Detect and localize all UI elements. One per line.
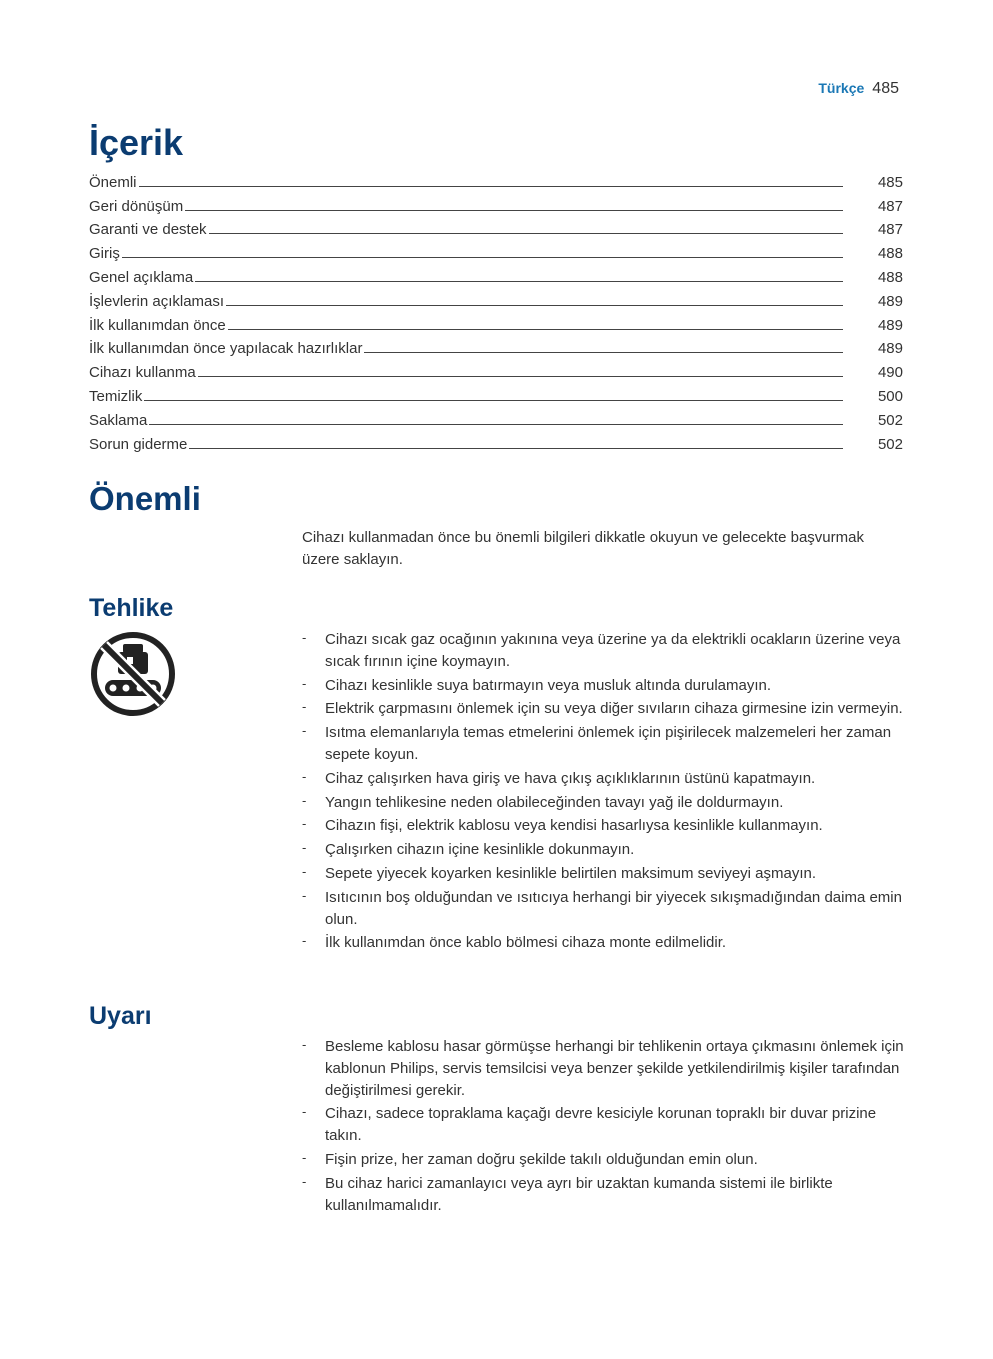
page-number: 485 xyxy=(872,80,899,97)
warning-list-item: - Cihazı, sadece topraklama kaçağı devre kesiciyle korunan topraklı bir duvar prizine takın. xyxy=(302,1103,904,1147)
danger-list-item: - Elektrik çarpmasını önlemek için su veya diğer sıvıların cihaza girmesine izin vermeyin. xyxy=(302,698,904,720)
toc-entry[interactable] xyxy=(89,286,903,310)
toc-leader-line xyxy=(209,233,843,234)
important-intro: Cihazı kullanmadan önce bu önemli bilgileri dikkatle okuyun ve gelecekte başvurmak üzere saklayın. xyxy=(302,529,864,568)
toc-leader-line xyxy=(144,400,843,401)
toc-entry-label: İlk kullanımdan önce yapılacak hazırlıklar xyxy=(89,340,363,358)
toc-entry-label: Cihazı kullanma xyxy=(89,364,196,382)
warning-list-item: - Bu cihaz harici zamanlayıcı veya ayrı bir uzaktan kumanda sistemi ile birlikte kullanılmamalıdır. xyxy=(302,1173,904,1217)
section-title-warning: Uyarı xyxy=(89,1002,152,1030)
toc-entry-label: Önemli xyxy=(89,173,137,191)
toc-entry-label: Giriş xyxy=(89,245,120,263)
toc-entry-label: Saklama xyxy=(89,411,148,429)
toc-leader-line xyxy=(185,210,843,211)
toc-leader-line xyxy=(189,448,843,449)
danger-list-item: - Sepete yiyecek koyarken kesinlikle belirtilen maksimum seviyeyi aşmayın. xyxy=(302,863,904,885)
toc-entry-page: 489 xyxy=(877,316,903,334)
toc-leader-line xyxy=(198,376,843,377)
section-title-important: Önemli xyxy=(89,480,201,517)
toc-entry-label: Sorun giderme xyxy=(89,435,188,453)
toc-leader-line xyxy=(122,257,843,258)
danger-list-item: - Cihazı kesinlikle suya batırmayın veya musluk altında durulamayın. xyxy=(302,675,904,697)
toc-entry-page: 489 xyxy=(877,340,903,358)
toc-entry[interactable] xyxy=(89,238,903,262)
danger-list-item: - Cihazın fişi, elektrik kablosu veya kendisi hasarlıysa kesinlikle kullanmayın. xyxy=(302,815,904,837)
danger-list-item: - İlk kullanımdan önce kablo bölmesi cihaza monte edilmelidir. xyxy=(302,932,904,954)
toc-entry-page: 488 xyxy=(877,245,903,263)
toc-entry[interactable] xyxy=(89,357,903,381)
toc-entry[interactable] xyxy=(89,215,903,239)
section-title-danger: Tehlike xyxy=(89,594,174,622)
warning-list-item: - Fişin prize, her zaman doğru şekilde takılı olduğundan emin olun. xyxy=(302,1149,904,1171)
warning-list xyxy=(302,1036,904,1218)
toc-entry-page: 500 xyxy=(877,387,903,405)
toc-entry[interactable] xyxy=(89,262,903,286)
toc-entry[interactable] xyxy=(89,167,903,191)
toc-entry-page: 502 xyxy=(877,411,903,429)
toc-entry-page: 489 xyxy=(877,292,903,310)
toc-entry[interactable] xyxy=(89,429,903,453)
toc-entry-label: Genel açıklama xyxy=(89,268,194,286)
toc-leader-line xyxy=(195,281,843,282)
toc-entry-label: İlk kullanımdan önce xyxy=(89,316,226,334)
danger-list-item: - Yangın tehlikesine neden olabileceğinden tavayı yağ ile doldurmayın. xyxy=(302,792,904,814)
toc-entry-label: Garanti ve destek xyxy=(89,221,207,239)
danger-list-item: - Cihaz çalışırken hava giriş ve hava çıkış açıklıklarının üstünü kapatmayın. xyxy=(302,768,904,790)
page-header xyxy=(818,80,899,98)
toc-entry-page: 488 xyxy=(877,268,903,286)
toc-leader-line xyxy=(228,329,843,330)
toc-title: İçerik xyxy=(89,122,184,163)
danger-list-item: - Isıtma elemanlarıyla temas etmelerini önlemek için pişirilecek malzemeleri her zaman sepete koyun. xyxy=(302,722,904,766)
toc-leader-line xyxy=(149,424,843,425)
toc-entry[interactable] xyxy=(89,310,903,334)
toc-entry-label: Temizlik xyxy=(89,387,143,405)
no-immerse-warning-icon xyxy=(89,630,177,718)
toc-entry[interactable] xyxy=(89,191,903,215)
danger-list-item: - Çalışırken cihazın içine kesinlikle dokunmayın. xyxy=(302,839,904,861)
danger-list xyxy=(302,629,904,956)
toc-entry-page: 502 xyxy=(877,435,903,453)
toc-entry-page: 487 xyxy=(877,197,903,215)
toc-entry-page: 485 xyxy=(877,173,903,191)
toc-leader-line xyxy=(226,305,843,306)
toc-leader-line xyxy=(139,186,843,187)
toc-leader-line xyxy=(364,352,843,353)
danger-list-item: - Isıtıcının boş olduğundan ve ısıtıcıya herhangi bir yiyecek sıkışmadığından daima emin olun. xyxy=(302,887,904,931)
warning-list-item: - Besleme kablosu hasar görmüşse herhangi bir tehlikenin ortaya çıkmasını önlemek için kablonun Philips, servis temsilcisi veya benzer şekilde yetkilendirilmiş kişiler tarafından değiştirilmesi gerekir. xyxy=(302,1036,904,1101)
language-label: Türkçe xyxy=(818,80,865,96)
toc-entry[interactable] xyxy=(89,334,903,358)
toc-entry-label: Geri dönüşüm xyxy=(89,197,184,215)
table-of-contents xyxy=(89,167,903,453)
toc-entry-page: 490 xyxy=(877,364,903,382)
toc-entry[interactable] xyxy=(89,405,903,429)
toc-entry[interactable] xyxy=(89,381,903,405)
danger-list-item: - Cihazı sıcak gaz ocağının yakınına veya üzerine ya da elektrikli ocakların üzerine veya sıcak fırının içine koymayın. xyxy=(302,629,904,673)
toc-entry-page: 487 xyxy=(877,221,903,239)
toc-entry-label: İşlevlerin açıklaması xyxy=(89,292,225,310)
